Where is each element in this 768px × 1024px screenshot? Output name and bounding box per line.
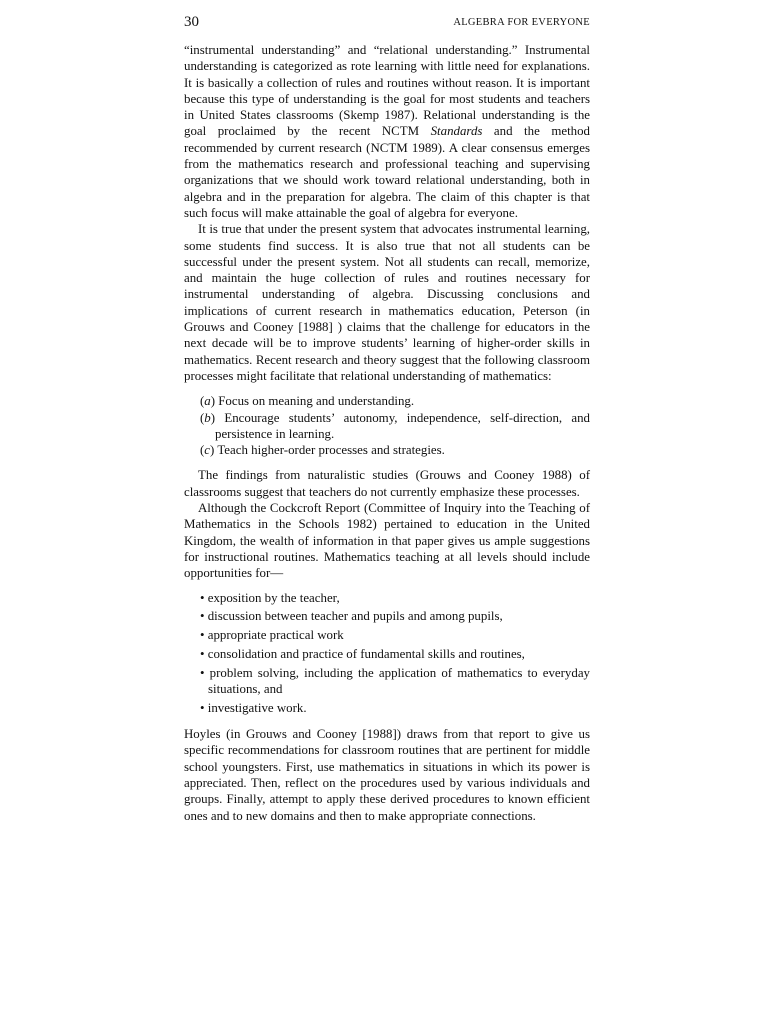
paragraph-5: Hoyles (in Grouws and Cooney [1988]) draws from that report to give us specific recommendations for classroom routines that are pertinent for middle school youngsters. First, use mathematics in situations in which its power is appreciated. Then, reflect on the procedures used by various individuals and groups. Finally, attempt to apply these derived procedures to known efficient ones and to new domains and then to make appropriate connections. <box>184 727 590 823</box>
list-item: • exposition by the teacher, <box>200 590 340 605</box>
list-item: • problem solving, including the application of mathematics to everyday situations, and <box>200 665 590 696</box>
list-item: (b) Encourage students’ autonomy, independence, self-direction, and persistence in learning. <box>200 410 590 441</box>
page-number: 30 <box>184 14 199 30</box>
list-item: • discussion between teacher and pupils and among pupils, <box>200 609 503 624</box>
list-item: • investigative work. <box>200 700 307 715</box>
bullet-list <box>184 590 590 717</box>
list-item: (a) Focus on meaning and understanding. <box>200 394 415 409</box>
list-item: • appropriate practical work <box>200 628 344 643</box>
standards-italic: Standards <box>430 124 483 139</box>
body-text <box>184 42 590 824</box>
list-item: • consolidation and practice of fundamental skills and routines, <box>200 646 525 661</box>
list-item: (c) Teach higher-order processes and strategies. <box>200 443 445 458</box>
paragraph-4: Although the Cockcroft Report (Committee of Inquiry into the Teaching of Mathematics in the Schools 1982) pertained to education in the United Kingdom, the wealth of information in that paper gives us ample suggestions for instructional routines. Mathematics teaching at all levels should include opportunities for— <box>184 501 590 581</box>
paragraph-3: The findings from naturalistic studies (Grouws and Cooney 1988) of classrooms suggest that teachers do not currently emphasize these processes. <box>184 468 590 499</box>
alpha-list <box>184 393 590 458</box>
page-header <box>184 14 590 34</box>
paragraph-1-text: “instrumental understanding” and “relational understanding.” Instrumental understanding is categorized as rote learning with little need for explanations. It is basically a collection of rules and routines without reason. It is important because this type of understanding is the goal for most students and teachers in United States classrooms (Skemp 1987). Relational understanding is the goal proclaimed by the recent NCTM <box>184 43 590 139</box>
running-head: ALGEBRA FOR EVERYONE <box>453 17 590 28</box>
paragraph-1-end: and the method recommended by current research (NCTM 1989). A clear consensus emerges from the mathematics research and professional teaching and supervising organizations that we should work toward relational understanding, both in algebra and in the preparation for algebra. The claim of this chapter is that such focus will make attainable the goal of algebra for everyone. <box>184 124 590 220</box>
paragraph-2: It is true that under the present system that advocates instrumental learning, some students find success. It is also true that not all students can be successful under the present system. Not all students can recall, memorize, and maintain the huge collection of rules and routines necessary for instrumental understanding of algebra. Discussing conclusions and implications of current research in mathematics education, Peterson (in Grouws and Cooney [1988] ) claims that the challenge for educators in the next decade will be to improve students’ learning of higher-order skills in mathematics. Recent research and theory suggest that the following classroom processes might facilitate that relational understanding of mathematics: <box>184 222 590 383</box>
paragraph-1 <box>184 42 590 221</box>
